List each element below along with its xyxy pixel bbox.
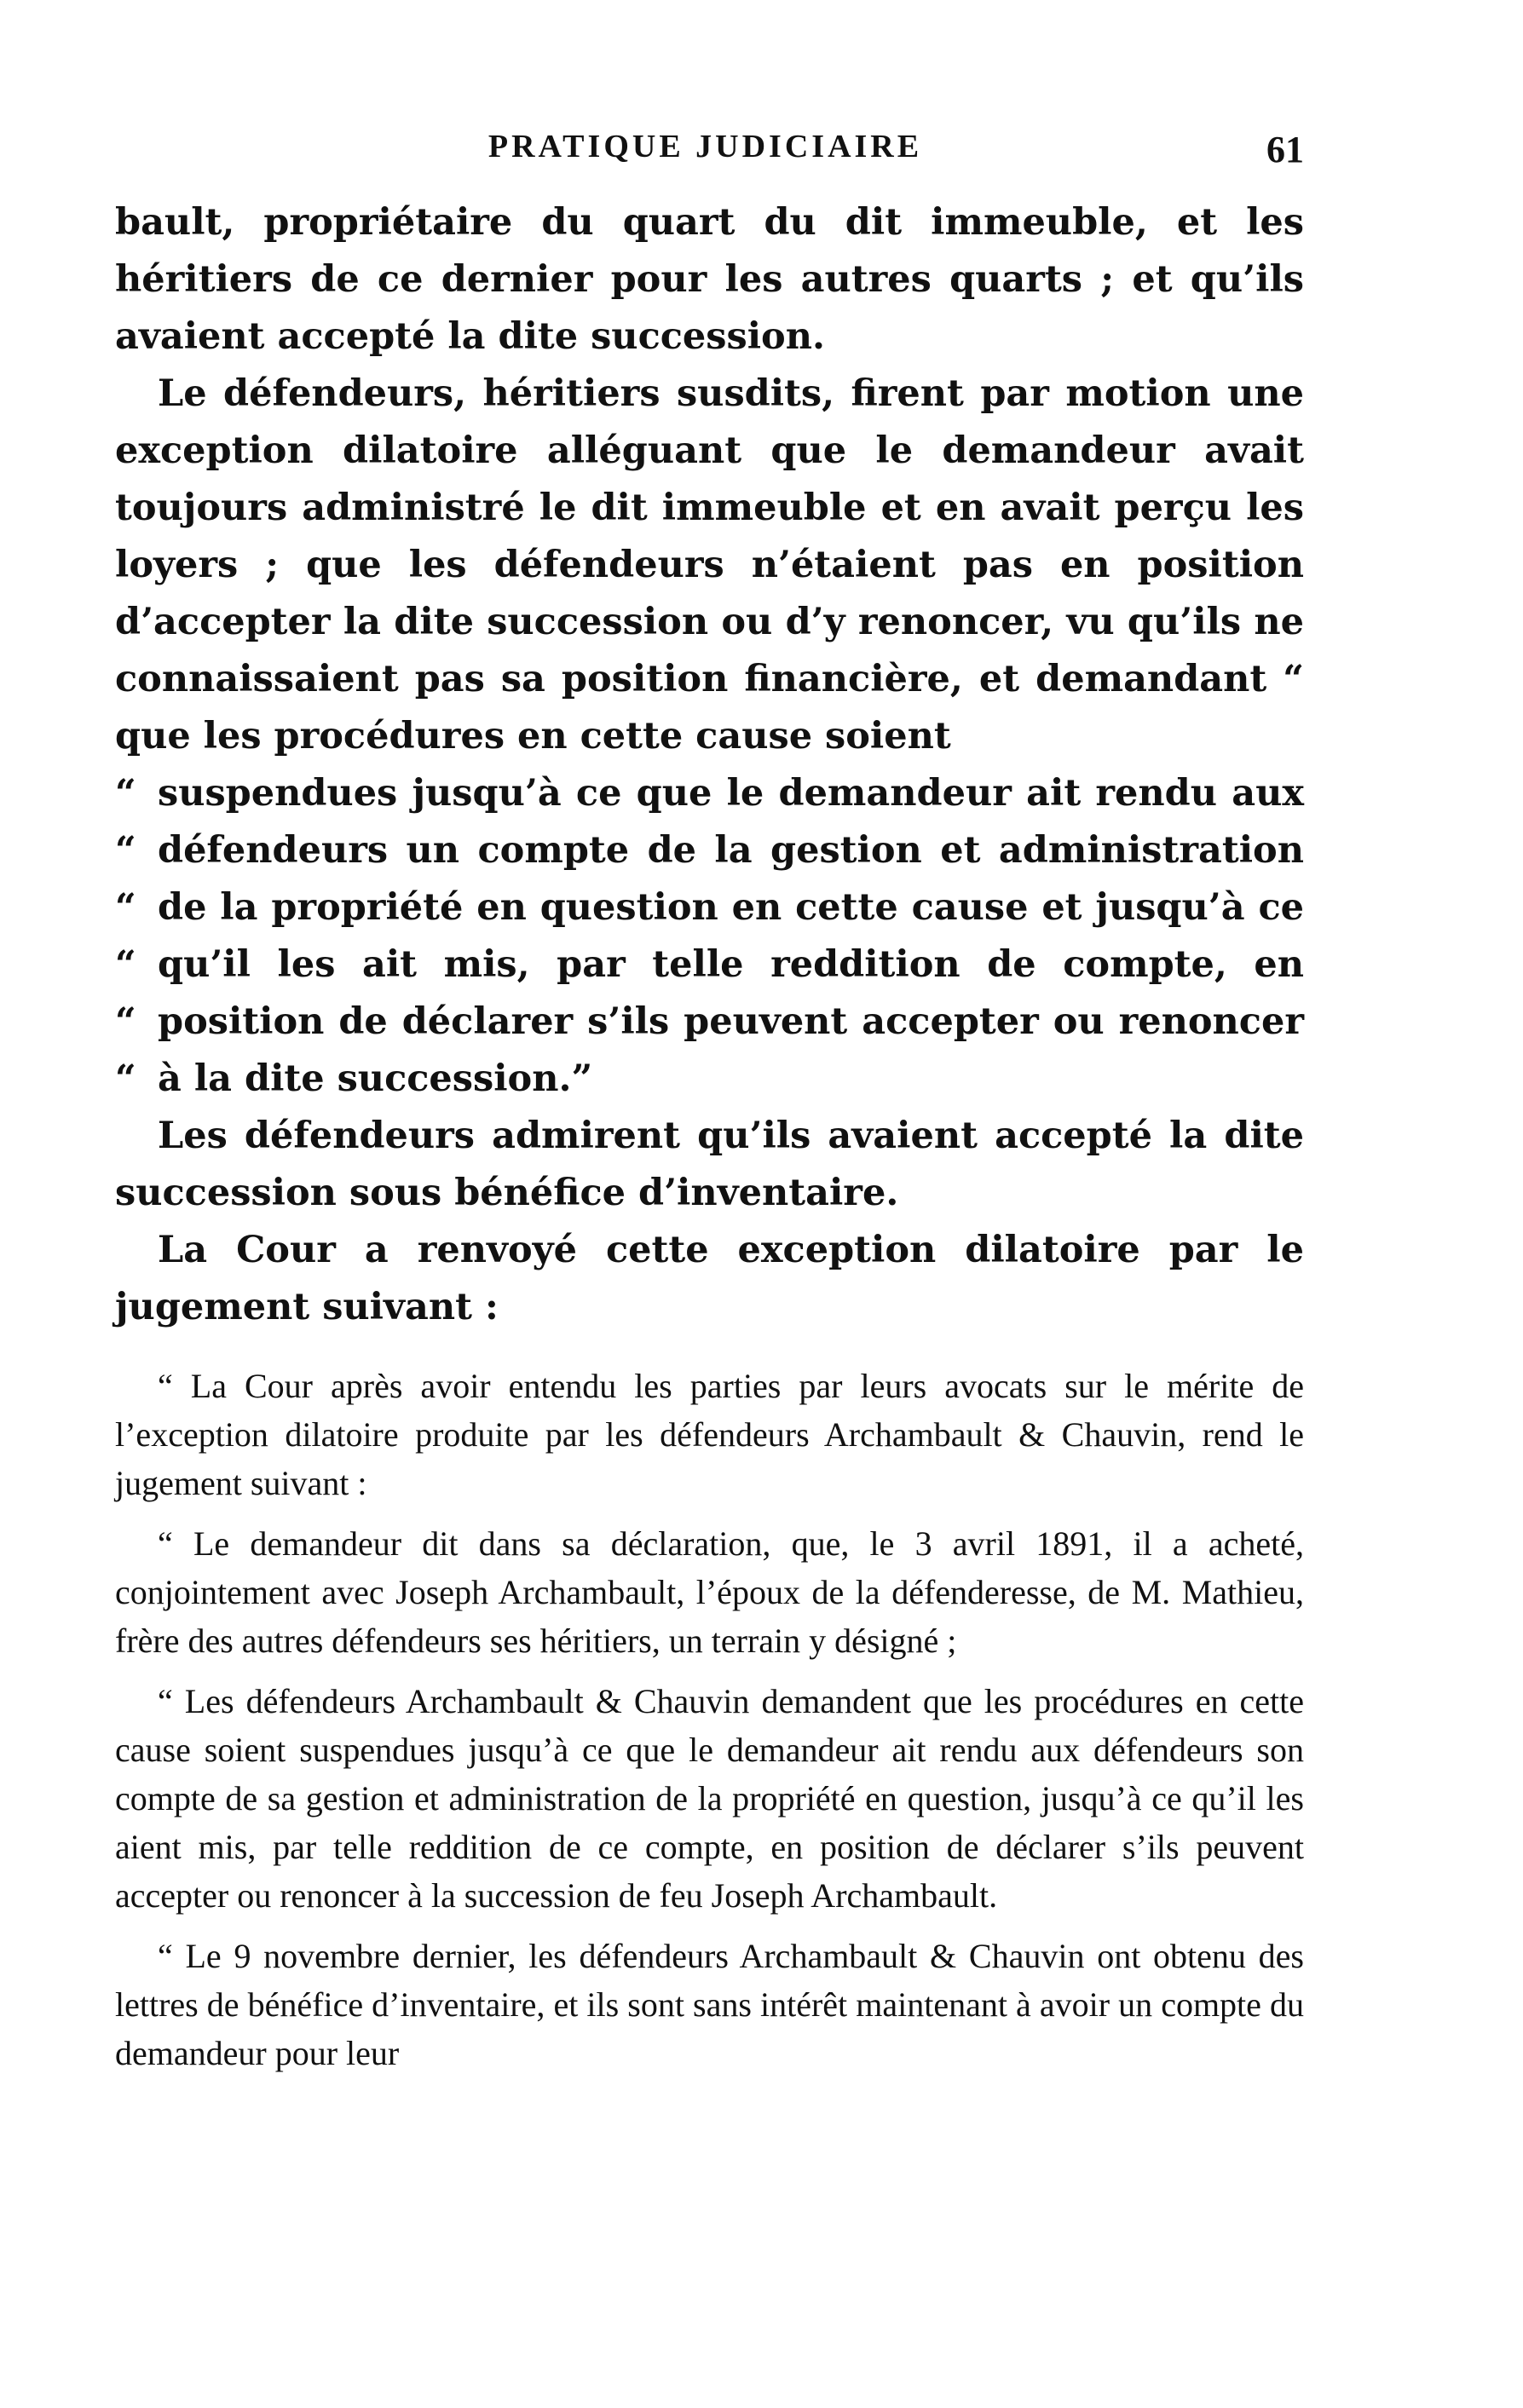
- quote-mark: “: [115, 886, 136, 929]
- running-head: [107, 128, 1304, 179]
- quote-marks-column: [115, 765, 149, 1108]
- judgment-paragraph-2: “ Le demandeur dit dans sa déclaration, que, le 3 avril 1891, il a acheté, conjointement avec Joseph Archambault, l’époux de la défenderesse, de M. Mathieu, frère des autres défendeurs ses héritiers, un terrain y désigné ;: [115, 1524, 1304, 1660]
- quote-mark: “: [115, 1000, 136, 1043]
- paragraph-motion: Le défendeurs, héritiers susdits, firent par motion une exception dilatoire alléguant que le demandeur avait toujours administré le dit immeuble et en avait perçu les loyers ; que les défendeurs n’étaient pas en position d’accepter la dite succession ou d’y renoncer, vu qu’ils ne connaissaient pas sa position financière, et demandant “ que les procédures en cette cause soient: [115, 372, 1304, 758]
- quote-mark: “: [115, 829, 136, 872]
- paragraph-quoted-request: suspendues jusqu’à ce que le demandeur ait rendu aux défendeurs un compte de la gestion et administration de la propriété en question en cette cause et jusqu’à ce qu’il les ait mis, par telle reddition de compte, en position de déclarer s’ils peuvent accepter ou renoncer à la dite succession.”: [158, 772, 1304, 1100]
- page-number: 61: [1266, 129, 1304, 170]
- paragraph-court-ruling: La Cour a renvoyé cette exception dilatoire par le jugement suivant :: [115, 1229, 1304, 1328]
- judgment-paragraph-4: “ Le 9 novembre dernier, les défendeurs Archambault & Chauvin ont obtenu des lettres de bénéfice d’inventaire, et ils sont sans intérêt maintenant à avoir un compte du demandeur pour leur: [115, 1937, 1304, 2072]
- judgment-paragraph-3: “ Les défendeurs Archambault & Chauvin demandent que les procédures en cette cause soient suspendues jusqu’à ce que le demandeur ait rendu aux défendeurs son compte de sa gestion et administration de la propriété en question, jusqu’à ce qu’il les aient mis, par telle reddition de ce compte, en position de déclarer s’ils peuvent accepter ou renoncer à la succession de feu Joseph Archambault.: [115, 1682, 1304, 1915]
- quote-mark: “: [115, 943, 136, 986]
- running-title: PRATIQUE JUDICIAIRE: [487, 129, 923, 164]
- quote-mark: “: [115, 1057, 136, 1100]
- quoted-request-block: [115, 765, 1304, 1108]
- paragraph-admission: Les défendeurs admirent qu’ils avaient accepté la dite succession sous bénéfice d’inventaire.: [115, 1115, 1304, 1214]
- quote-mark: “: [115, 772, 136, 815]
- body-text: [115, 194, 1304, 2077]
- judgment-paragraph-1: “ La Cour après avoir entendu les parties par leurs avocats sur le mérite de l’exception dilatoire produite par les défendeurs Archambault & Chauvin, rend le jugement suivant :: [115, 1367, 1304, 1502]
- paragraph-continuation: bault, propriétaire du quart du dit immeuble, et les héritiers de ce dernier pour les autres quarts ; et qu’ils avaient accepté la dite succession.: [115, 201, 1304, 358]
